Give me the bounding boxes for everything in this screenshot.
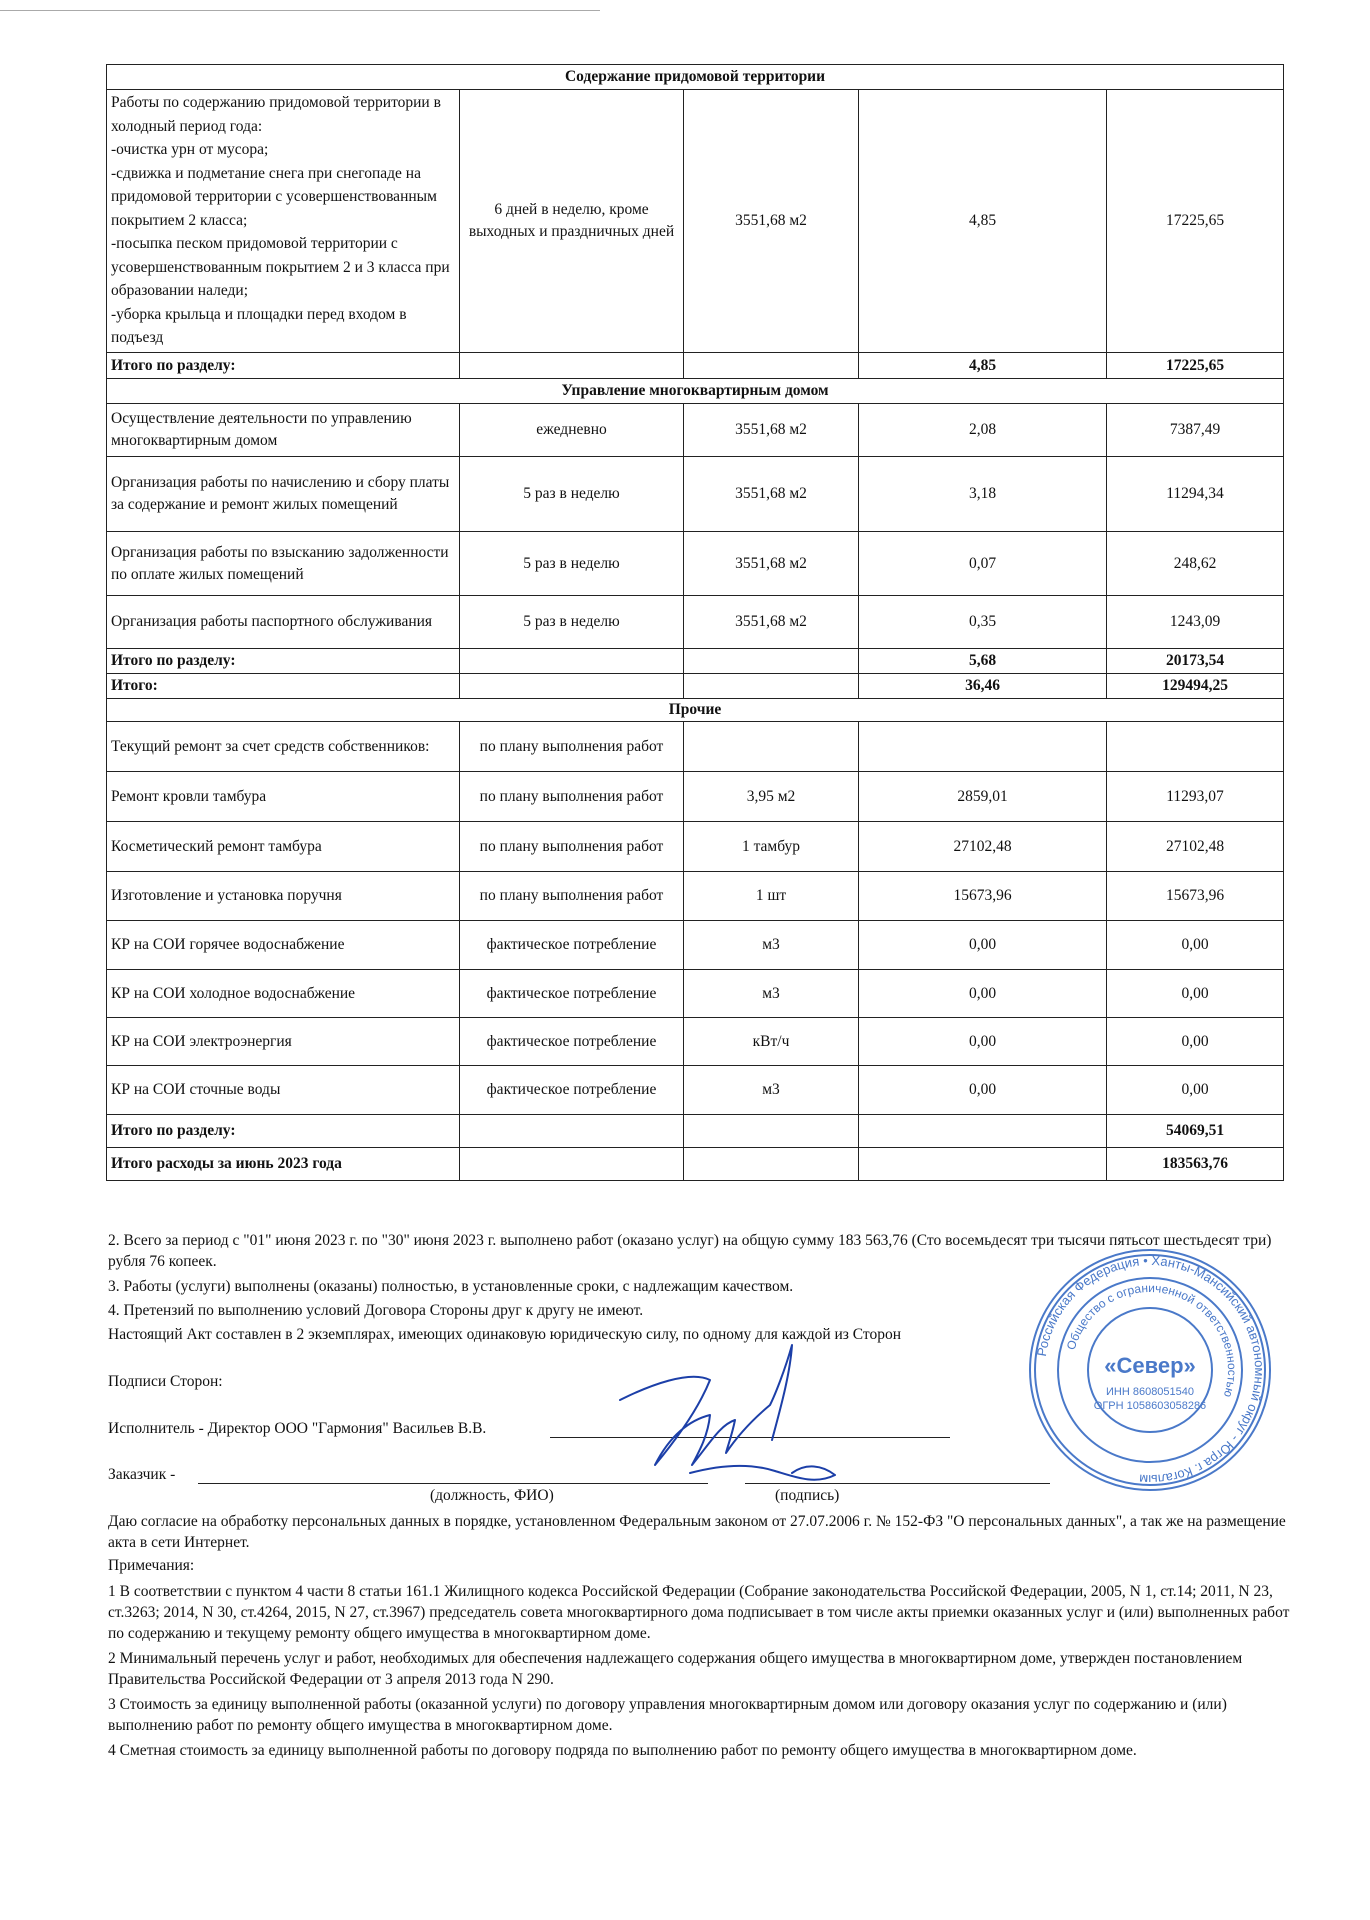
subtotal-row xyxy=(107,1115,1284,1148)
service-name: Организация работы по начислению и сбору платы за содержание и ремонт жилых помещений xyxy=(107,457,460,532)
service-unit-price: 0,00 xyxy=(859,970,1107,1018)
service-sum: 17225,65 xyxy=(1107,90,1284,353)
service-unit-price: 4,85 xyxy=(859,90,1107,353)
service-name: КР на СОИ электроэнергия xyxy=(107,1018,460,1066)
personal-data-consent: Даю согласие на обработку персональных данных в порядке, установленном Федеральным законом от 27.07.2006 г. № 152-ФЗ "О персональных данных", а так же на размещение акта в сети Интернет. xyxy=(108,1513,1286,1551)
service-unit-price: 0,00 xyxy=(859,1066,1107,1115)
service-sum: 7387,49 xyxy=(1107,404,1284,457)
service-name: КР на СОИ сточные воды xyxy=(107,1066,460,1115)
service-frequency: ежедневно xyxy=(460,404,684,457)
service-sum: 15673,96 xyxy=(1107,872,1284,921)
service-sum: 1243,09 xyxy=(1107,596,1284,649)
section-title: Прочие xyxy=(107,699,1284,722)
service-frequency: 5 раз в неделю xyxy=(460,596,684,649)
empty-cell xyxy=(460,674,684,699)
paragraph-total-sum: 2. Всего за период с "01" июня 2023 г. по "30" июня 2023 г. выполнено работ (оказано услуг) на общую сумму 183 563,76 (Сто восемьдесят три тысячи пятьсот шестьдесят три) рубля 76 копеек. xyxy=(108,1232,1272,1270)
service-name: Осуществление деятельности по управлению многоквартирным домом xyxy=(107,404,460,457)
services-table xyxy=(106,64,1284,1181)
executor-line: Исполнитель - Директор ООО "Гармония" Васильев В.В. xyxy=(108,1420,487,1437)
service-frequency: 5 раз в неделю xyxy=(460,532,684,596)
service-quantity: 3551,68 м2 xyxy=(684,457,859,532)
service-sum: 0,00 xyxy=(1107,970,1284,1018)
service-unit-price: 0,35 xyxy=(859,596,1107,649)
note-1: 1 В соответствии с пунктом 4 части 8 статьи 161.1 Жилищного кодекса Российской Федерации (Собрание законодательства Российской Федерации, 2005, N 1, ст.14; 2011, N 23, ст.3263; 2014, N 30, ст.4264, 2015, N 27, ст.3967) председатель совета многоквартирного дома подписывает в том числе акты приемки оказанных услуг и (или) выполненных работ по содержанию и текущему ремонту общего имущества в многоквартирном доме. xyxy=(108,1583,1290,1642)
signatures-heading: Подписи Сторон: xyxy=(108,1373,223,1390)
subtotal-label: Итого по разделу: xyxy=(107,1115,460,1148)
service-frequency: фактическое потребление xyxy=(460,970,684,1018)
service-unit-price: 27102,48 xyxy=(859,822,1107,872)
service-name: Организация работы по взысканию задолженности по оплате жилых помещений xyxy=(107,532,460,596)
paragraph-copies: Настоящий Акт составлен в 2 экземплярах, имеющих одинаковую юридическую силу, по одному для каждой из Сторон xyxy=(108,1326,902,1343)
section-title: Содержание придомовой территории xyxy=(107,65,1284,90)
service-name: Изготовление и установка поручня xyxy=(107,872,460,921)
service-name: КР на СОИ холодное водоснабжение xyxy=(107,970,460,1018)
grand-total-sum: 183563,76 xyxy=(1107,1148,1284,1181)
customer-label: Заказчик - xyxy=(108,1466,176,1483)
service-name: Работы по содержанию придомовой территории в холодный период года: -очистка урн от мусора; -сдвижка и подметание снега при снегопаде на придомовой территории с усовершенствованным покрытием 2 класса; -посыпка песком придомовой территории с усовершенствованным покрытием 2 и 3 класса при образовании наледи; -уборка крыльца и площадки перед входом в подъезд xyxy=(107,90,460,353)
empty-cell xyxy=(460,1148,684,1181)
table-row xyxy=(107,970,1284,1018)
grand-total-label: Итого расходы за июнь 2023 года xyxy=(107,1148,460,1181)
service-quantity: м3 xyxy=(684,921,859,970)
service-name: Ремонт кровли тамбура xyxy=(107,772,460,822)
empty-cell xyxy=(684,1115,859,1148)
service-sum: 11294,34 xyxy=(1107,457,1284,532)
service-sum: 27102,48 xyxy=(1107,822,1284,872)
seal-inner-text: Общество с ограниченной ответственностью xyxy=(1063,1280,1240,1399)
service-name: Косметический ремонт тамбура xyxy=(107,822,460,872)
note-4: 4 Сметная стоимость за единицу выполненной работы по договору подряда по выполнению работ по ремонту общего имущества в многоквартирном доме. xyxy=(108,1742,1137,1759)
empty-cell xyxy=(460,1115,684,1148)
scan-edge-line xyxy=(0,10,600,11)
service-quantity: 3551,68 м2 xyxy=(684,404,859,457)
table-row xyxy=(107,596,1284,649)
total-label: Итого: xyxy=(107,674,460,699)
seal-outer-text: Российская Федерация • Ханты-Мансийский автономный округ - Югра г. Когалым xyxy=(1033,1252,1268,1488)
service-frequency: по плану выполнения работ xyxy=(460,722,684,772)
service-unit-price: 0,07 xyxy=(859,532,1107,596)
company-seal-stamp xyxy=(1025,1245,1275,1495)
service-frequency: фактическое потребление xyxy=(460,921,684,970)
total-row xyxy=(107,674,1284,699)
service-name: КР на СОИ горячее водоснабжение xyxy=(107,921,460,970)
table-row xyxy=(107,532,1284,596)
service-quantity: м3 xyxy=(684,970,859,1018)
table-row xyxy=(107,872,1284,921)
service-unit-price: 0,00 xyxy=(859,921,1107,970)
subtotal-label: Итого по разделу: xyxy=(107,649,460,674)
total-sum: 129494,25 xyxy=(1107,674,1284,699)
empty-cell xyxy=(460,649,684,674)
subtotal-sum: 17225,65 xyxy=(1107,353,1284,379)
subtotal-price: 4,85 xyxy=(859,353,1107,379)
position-caption: (должность, ФИО) xyxy=(430,1487,554,1504)
subtotal-sum: 54069,51 xyxy=(1107,1115,1284,1148)
section-title: Управление многоквартирным домом xyxy=(107,379,1284,404)
table-row xyxy=(107,1066,1284,1115)
empty-cell xyxy=(684,1148,859,1181)
subtotal-sum: 20173,54 xyxy=(1107,649,1284,674)
table-row xyxy=(107,722,1284,772)
table-row xyxy=(107,457,1284,532)
empty-cell xyxy=(859,722,1107,772)
subtotal-label: Итого по разделу: xyxy=(107,353,460,379)
paragraph-no-claims: 4. Претензий по выполнению условий Договора Стороны друг к другу не имеют. xyxy=(108,1302,644,1319)
section-header-row xyxy=(107,699,1284,722)
empty-cell xyxy=(859,1115,1107,1148)
table-row xyxy=(107,404,1284,457)
table-row xyxy=(107,921,1284,970)
service-quantity: 3551,68 м2 xyxy=(684,90,859,353)
section-header-row xyxy=(107,379,1284,404)
table-row xyxy=(107,1018,1284,1066)
executor-handwritten-signature xyxy=(560,1325,890,1495)
subtotal-row xyxy=(107,353,1284,379)
service-quantity: м3 xyxy=(684,1066,859,1115)
seal-inn: ИНН 8608051540 xyxy=(1105,1386,1195,1398)
empty-cell xyxy=(684,722,859,772)
empty-cell xyxy=(460,353,684,379)
service-quantity: 3551,68 м2 xyxy=(684,532,859,596)
service-frequency: по плану выполнения работ xyxy=(460,822,684,872)
service-sum: 11293,07 xyxy=(1107,772,1284,822)
service-unit-price: 2859,01 xyxy=(859,772,1107,822)
empty-cell xyxy=(684,674,859,699)
service-name: Текущий ремонт за счет средств собственников: xyxy=(107,722,460,772)
service-unit-price: 15673,96 xyxy=(859,872,1107,921)
subtotal-price: 5,68 xyxy=(859,649,1107,674)
service-quantity: кВт/ч xyxy=(684,1018,859,1066)
seal-ogrn: ОГРН 1058603058286 xyxy=(1093,1400,1207,1412)
section-header-row xyxy=(107,65,1284,90)
grand-total-row xyxy=(107,1148,1284,1181)
empty-cell xyxy=(859,1148,1107,1181)
note-2: 2 Минимальный перечень услуг и работ, необходимых для обеспечения надлежащего содержания общего имущества в многоквартирном доме, утвержден постановлением Правительства Российской Федерации от 3 апреля 2013 года N 290. xyxy=(108,1650,1243,1688)
table-row xyxy=(107,772,1284,822)
service-frequency: 6 дней в неделю, кроме выходных и праздничных дней xyxy=(460,90,684,353)
service-quantity: 1 шт xyxy=(684,872,859,921)
service-sum: 0,00 xyxy=(1107,1018,1284,1066)
empty-cell xyxy=(1107,722,1284,772)
paragraph-quality: 3. Работы (услуги) выполнены (оказаны) полностью, в установленные сроки, с надлежащим качеством. xyxy=(108,1278,794,1295)
service-quantity: 3551,68 м2 xyxy=(684,596,859,649)
service-frequency: фактическое потребление xyxy=(460,1066,684,1115)
service-quantity: 3,95 м2 xyxy=(684,772,859,822)
total-price: 36,46 xyxy=(859,674,1107,699)
service-unit-price: 3,18 xyxy=(859,457,1107,532)
service-frequency: по плану выполнения работ xyxy=(460,772,684,822)
subtotal-row xyxy=(107,649,1284,674)
service-frequency: по плану выполнения работ xyxy=(460,872,684,921)
service-frequency: фактическое потребление xyxy=(460,1018,684,1066)
notes-title: Примечания: xyxy=(108,1557,195,1574)
service-unit-price: 0,00 xyxy=(859,1018,1107,1066)
service-unit-price: 2,08 xyxy=(859,404,1107,457)
empty-cell xyxy=(684,649,859,674)
service-sum: 0,00 xyxy=(1107,1066,1284,1115)
service-sum: 0,00 xyxy=(1107,921,1284,970)
note-3: 3 Стоимость за единицу выполненной работы (оказанной услуги) по договору управления многоквартирным домом или договору оказания услуг по содержанию и (или) выполнению работ по ремонту общего имущества в многоквартирном доме. xyxy=(108,1696,1227,1734)
seal-center-text: «Север» xyxy=(1104,1353,1196,1378)
empty-cell xyxy=(684,353,859,379)
service-name: Организация работы паспортного обслуживания xyxy=(107,596,460,649)
table-row xyxy=(107,822,1284,872)
service-quantity: 1 тамбур xyxy=(684,822,859,872)
signature-caption: (подпись) xyxy=(775,1487,840,1504)
table-row xyxy=(107,90,1284,353)
service-frequency: 5 раз в неделю xyxy=(460,457,684,532)
service-sum: 248,62 xyxy=(1107,532,1284,596)
